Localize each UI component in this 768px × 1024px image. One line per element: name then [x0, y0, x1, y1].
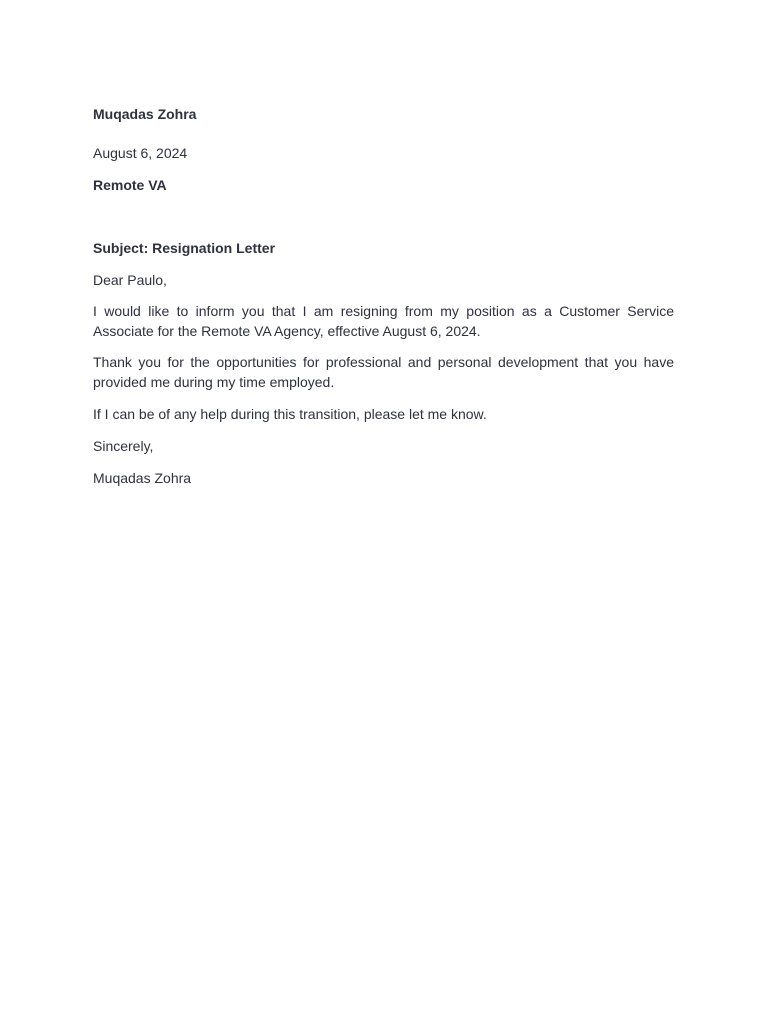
- body-paragraph-3: If I can be of any help during this transition, please let me know.: [93, 406, 487, 422]
- letter-subject: Subject: Resignation Letter: [93, 240, 276, 256]
- letter-date: August 6, 2024: [93, 145, 188, 161]
- company-name: Remote VA: [93, 177, 167, 193]
- sender-name: Muqadas Zohra: [93, 106, 197, 122]
- greeting: Dear Paulo,: [93, 272, 167, 288]
- body-paragraph-1: I would like to inform you that I am resigning from my position as a Customer Service Associate for the Remote VA Agency, effective August 6, 2024.: [93, 303, 674, 339]
- signature: Muqadas Zohra: [93, 470, 192, 486]
- closing: Sincerely,: [93, 438, 154, 454]
- body-paragraph-2: Thank you for the opportunities for professional and personal development that you have provided me during my time employed.: [93, 354, 674, 390]
